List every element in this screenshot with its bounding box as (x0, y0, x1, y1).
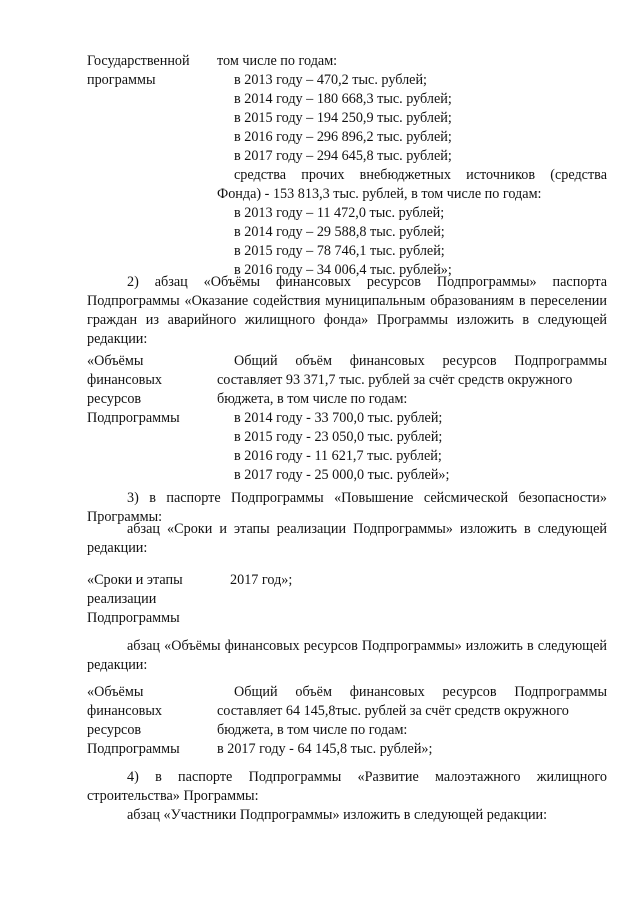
text-line: средства прочих внебюджетных источников (средства (234, 167, 607, 183)
text-line: 2017 год»; (230, 572, 293, 588)
paragraph-2: 2) абзац «Объёмы финансовых ресурсов Подпрограммы» паспорта Подпрограммы «Оказание содействия муниципальным образованиям в переселении граждан из аварийного жилищного фонда» Программы изложить в следующей редакции: (87, 274, 607, 347)
year-line: в 2017 году – 294 645,8 тыс. рублей; (234, 148, 452, 164)
row-value (217, 52, 607, 280)
paragraph-6: абзац «Участники Подпрограммы» изложить в следующей редакции: (127, 807, 548, 823)
text-line: составляет 93 371,7 тыс. рублей за счёт средств окружного (217, 372, 573, 388)
year-line: в 2017 году - 64 145,8 тыс. рублей»; (217, 741, 433, 757)
year-line: в 2014 году – 29 588,8 тыс. рублей; (234, 224, 445, 240)
paragraph-3: 3) в паспорте Подпрограммы «Повышение сейсмической безопасности» Программы: (87, 490, 607, 525)
row-label: «Объёмы финансовых ресурсов Подпрограммы (87, 353, 180, 426)
year-line: в 2015 году – 194 250,9 тыс. рублей; (234, 110, 452, 126)
text-line: бюджета, в том числе по годам: (217, 391, 408, 407)
year-line: в 2016 году – 34 006,4 тыс. рублей»; (234, 262, 452, 278)
text-line: Общий объём финансовых ресурсов Подпрограммы (234, 353, 607, 369)
row-label: «Объёмы финансовых ресурсов Подпрограммы (87, 684, 180, 757)
text-line: составляет 64 145,8тыс. рублей за счёт средств окружного (217, 703, 569, 719)
funding-table-2 (87, 352, 607, 485)
text-line: Фонда) - 153 813,3 тыс. рублей, в том числе по годам: (217, 186, 542, 202)
year-line: в 2013 году – 470,2 тыс. рублей; (234, 72, 427, 88)
year-line: в 2015 году - 23 050,0 тыс. рублей; (234, 429, 443, 445)
row-value (217, 571, 607, 628)
paragraph-4: абзац «Объёмы финансовых ресурсов Подпрограммы» изложить в следующей редакции: (87, 638, 607, 673)
text-line: бюджета, в том числе по годам: (217, 722, 408, 738)
row-value (217, 683, 607, 759)
year-line: в 2015 году – 78 746,1 тыс. рублей; (234, 243, 445, 259)
funding-table-4 (87, 683, 607, 759)
funding-table-continuation (87, 52, 607, 280)
year-line: в 2014 году - 33 700,0 тыс. рублей; (234, 410, 443, 426)
row-label: «Сроки и этапы реализации Подпрограммы (87, 572, 183, 626)
year-line: в 2014 году – 180 668,3 тыс. рублей; (234, 91, 452, 107)
paragraph-3b: абзац «Сроки и этапы реализации Подпрограммы» изложить в следующей редакции: (87, 521, 607, 556)
year-line: в 2016 году - 11 621,7 тыс. рублей; (234, 448, 442, 464)
paragraph-5: 4) в паспорте Подпрограммы «Развитие малоэтажного жилищного строительства» Программы: (87, 769, 607, 804)
row-label: Государственной программы (87, 53, 190, 88)
text-line: том числе по годам: (217, 53, 338, 69)
year-line: в 2017 году - 25 000,0 тыс. рублей»; (234, 467, 450, 483)
row-value (217, 352, 607, 485)
timeline-table (87, 571, 607, 628)
text-line: Общий объём финансовых ресурсов Подпрограммы (234, 684, 607, 700)
year-line: в 2013 году – 11 472,0 тыс. рублей; (234, 205, 445, 221)
year-line: в 2016 году – 296 896,2 тыс. рублей; (234, 129, 452, 145)
